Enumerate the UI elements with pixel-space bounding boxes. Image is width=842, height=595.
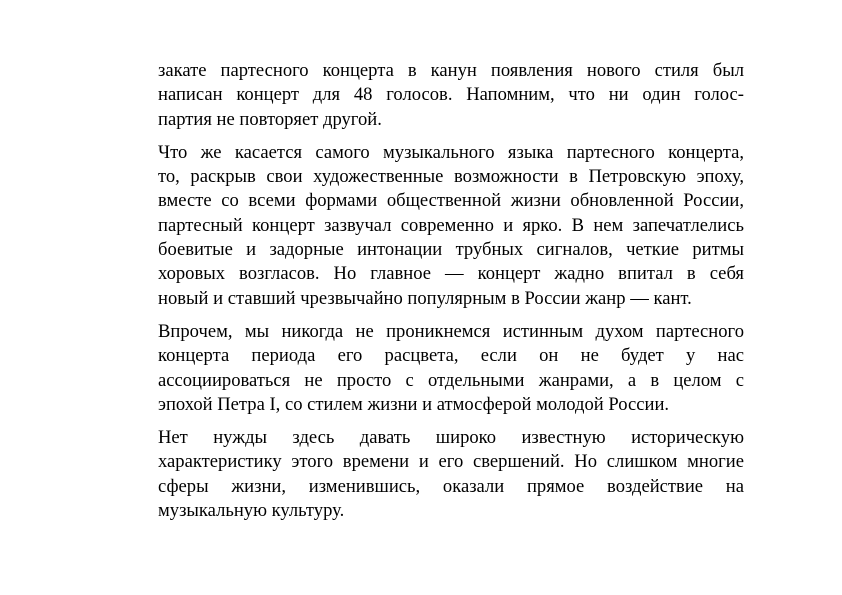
text-line: боевитые и задорные интонации трубных сигналов, четкие ритмы — [158, 239, 744, 261]
text-line: партия не повторяет другой. — [158, 108, 382, 130]
text-line: закате партесного концерта в канун появления нового стиля был — [158, 60, 744, 81]
text-line: Что же касается самого музыкального языка партесного концерта, — [158, 141, 744, 163]
paragraph — [158, 59, 744, 132]
text-line: эпохой Петра I, со стилем жизни и атмосферой молодой России. — [158, 393, 670, 415]
text-line: характеристику этого времени и его свершений. Но слишком многие — [158, 451, 744, 473]
text-line: ассоциироваться не просто с отдельными жанрами, а в целом с — [158, 369, 744, 391]
body-text — [158, 59, 744, 532]
text-line: Впрочем, мы никогда не проникнемся истинным духом партесного — [158, 320, 744, 342]
text-line: хоровых возгласов. Но главное — концерт жадно впитал в себя — [158, 263, 744, 285]
text-line: новый и ставший чрезвычайно популярным в России жанр — кант. — [158, 287, 692, 309]
text-line: вместе со всеми формами общественной жизни обновленной России, — [158, 190, 744, 212]
text-line: партесный концерт зазвучал современно и ярко. В нем запечатлелись — [158, 214, 744, 236]
paragraph — [158, 320, 744, 417]
text-line: музыкальную культуру. — [158, 500, 345, 522]
text-line: концерта периода его расцвета, если он не будет у нас — [158, 345, 744, 367]
text-line: написан концерт для 48 голосов. Напомним, что ни один голос- — [158, 84, 744, 106]
text-line: то, раскрыв свои художественные возможности в Петровскую эпоху, — [158, 166, 744, 188]
text-line: сферы жизни, изменившись, оказали прямое воздействие на — [158, 475, 744, 497]
paragraph — [158, 141, 744, 311]
text-line: Нет нужды здесь давать широко известную историческую — [158, 427, 744, 449]
paragraph — [158, 426, 744, 523]
